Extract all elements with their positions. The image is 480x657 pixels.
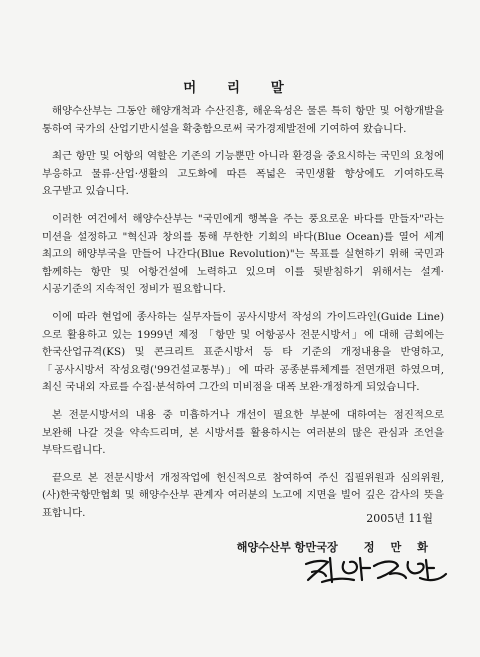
paragraph: 끝으로 본 전문시방서 개정작업에 헌신적으로 참여하여 주신 집필위원과 심의위원, (사)한국항만협회 및 해양수산부 관계자 여러분의 노고에 지면을 빌어 깊은 감사의 뜻을 표합니다. bbox=[42, 471, 444, 519]
document-date: 2005년 11월 bbox=[366, 512, 433, 525]
paragraph: 해양수산부는 그동안 해양개척과 수산진흥, 해운육성은 물론 특히 항만 및 어항개발을 통하여 국가의 산업기반시설을 확충함으로써 국가경제발전에 기여하여 왔습니다. bbox=[42, 105, 444, 135]
page-title: 머 리 말 bbox=[183, 80, 297, 96]
preface-body bbox=[42, 103, 444, 532]
paragraph: 본 전문시방서의 내용 중 미흡하거나 개선이 필요한 부분에 대하여는 점진적으로 보완해 나갈 것을 약속드리며, 본 시방서를 활용하시는 여러분의 많은 관심과 조언을 부탁드립니다. bbox=[42, 408, 444, 457]
paragraph: 이러한 여건에서 해양수산부는 "국민에게 행복을 주는 풍요로운 바다를 만들자"라는 미션을 설정하고 "혁신과 창의를 통해 무한한 기회의 바다(Blue Ocean)를 열어 세계 최고의 해양부국을 만들어 나간다(Blue Revolution)"는 목표를 실현하기 위해 국민과 함께하는 항만 및 어항건설에 노력하고 있으며 이를 뒷받침하기 위해서는 설계·시공기준의 지속적인 정비가 필요합니다. bbox=[42, 212, 444, 296]
signer-name: 정 만 화 bbox=[363, 540, 434, 554]
signer-title: 해양수산부 항만국장 bbox=[236, 540, 338, 554]
handwritten-signature bbox=[300, 552, 450, 590]
paragraph: 최근 항만 및 어항의 역할은 기존의 기능뿐만 아니라 환경을 중요시하는 국민의 요청에 부응하고 물류·산업·생활의 고도화에 따른 폭넓은 국민생활 향상에도 기여하도록 요구받고 있습니다. bbox=[42, 150, 444, 198]
paragraph: 이에 따라 현업에 종사하는 실무자들이 공사시방서 작성의 가이드라인(Guide Line)으로 활용하고 있는 1999년 제정 「항만 및 어항공사 전문시방서」에 대해 금회에는 한국산업규격(KS) 및 콘크리트 표준시방서 등 타 기준의 개정내용을 반영하고, 「공사시방서 작성요령('99건설교통부)」에 따라 공종분류체계를 전면개편 하였으며, 최신 국내외 자료를 수집·분석하여 그간의 미비점을 대폭 보완·개정하게 되었습니다. bbox=[42, 310, 444, 394]
